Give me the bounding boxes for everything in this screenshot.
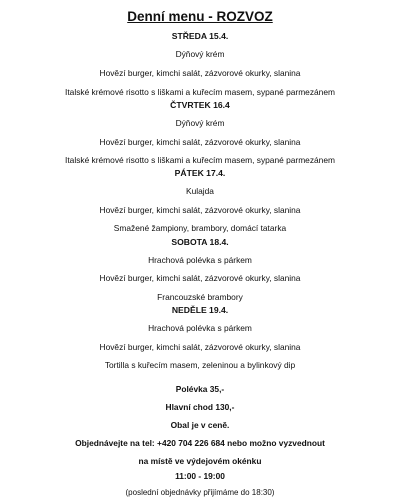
day-heading-sunday: NEDĚLE 19.4. xyxy=(171,305,229,315)
menu-item: Dýňový krém xyxy=(175,118,225,128)
last-orders-note: (poslední objednávky přijímáme do 18:30) xyxy=(125,488,275,497)
menu-item: Italské krémové risotto s liškami a kuřecím masem, sypané parmezánem xyxy=(65,87,335,97)
main-course-price: Hlavní chod 130,- xyxy=(165,402,235,412)
menu-item: Hovězí burger, kimchi salát, zázvorové okurky, slanina xyxy=(99,205,301,215)
menu-item: Francouzské brambory xyxy=(157,292,243,302)
menu-item: Hrachová polévka s párkem xyxy=(148,255,252,265)
order-phone-line: Objednávejte na tel: +420 704 226 684 nebo možno vyzvednout xyxy=(75,438,325,448)
pickup-line: na místě ve výdejovém okénku xyxy=(138,456,262,466)
menu-item: Hovězí burger, kimchi salát, zázvorové okurky, slanina xyxy=(99,68,301,78)
opening-hours: 11:00 - 19:00 xyxy=(175,471,225,481)
day-heading-friday: PÁTEK 17.4. xyxy=(174,168,226,178)
day-heading-wednesday: STŘEDA 15.4. xyxy=(171,31,229,41)
menu-item: Hovězí burger, kimchi salát, zázvorové okurky, slanina xyxy=(99,342,301,352)
menu-item: Italské krémové risotto s liškami a kuřecím masem, sypané parmezánem xyxy=(65,155,335,165)
menu-item: Tortilla s kuřecím masem, zeleninou a bylinkový dip xyxy=(104,360,296,370)
menu-item: Smažené žampiony, brambory, domácí tatarka xyxy=(113,223,287,233)
menu-item: Dýňový krém xyxy=(175,49,225,59)
soup-price: Polévka 35,- xyxy=(175,384,225,394)
day-heading-saturday: SOBOTA 18.4. xyxy=(171,237,229,247)
day-heading-thursday: ČTVRTEK 16.4 xyxy=(170,100,230,110)
packaging-note: Obal je v ceně. xyxy=(170,420,230,430)
menu-item: Hovězí burger, kimchi salát, zázvorové okurky, slanina xyxy=(99,273,301,283)
menu-item: Hrachová polévka s párkem xyxy=(148,323,252,333)
menu-title: Denní menu - ROZVOZ xyxy=(127,9,273,24)
menu-item: Hovězí burger, kimchi salát, zázvorové okurky, slanina xyxy=(99,137,301,147)
menu-item: Kulajda xyxy=(186,186,214,196)
